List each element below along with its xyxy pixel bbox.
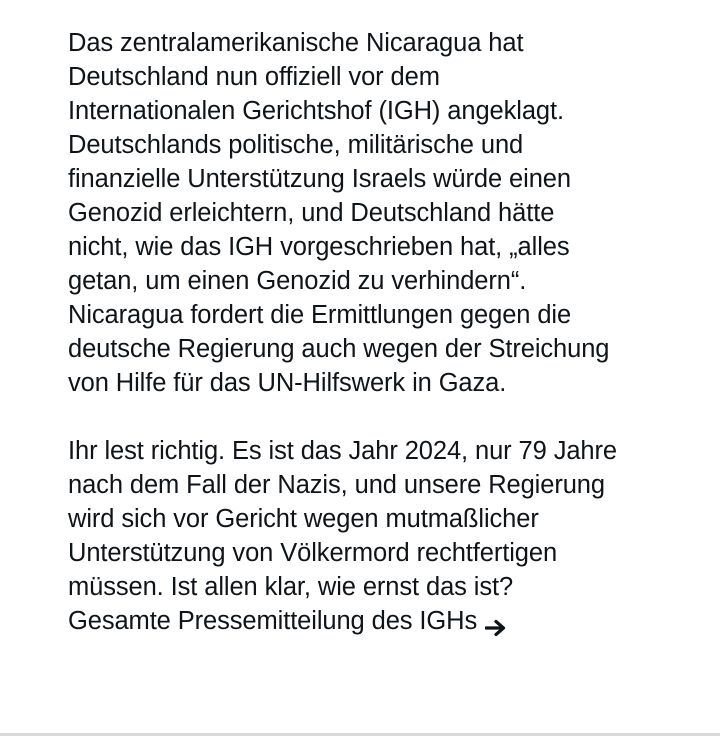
- paragraph-gap: [68, 400, 668, 434]
- text-line: von Hilfe für das UN-Hilfswerk in Gaza.: [68, 369, 507, 397]
- paragraph-2: [68, 434, 668, 604]
- text-line: Ihr lest richtig. Es ist das Jahr 2024, nur 79 Jahre: [68, 437, 617, 465]
- text-line: nach dem Fall der Nazis, und unsere Regierung: [68, 471, 605, 499]
- text-line: wird sich vor Gericht wegen mutmaßlicher: [68, 505, 539, 533]
- press-release-link-label: Gesamte Pressemitteilung des IGHs: [68, 607, 478, 635]
- text-line: Genozid erleichtern, und Deutschland hätte: [68, 199, 555, 227]
- text-line: Unterstützung von Völkermord rechtfertigen: [68, 539, 558, 567]
- text-line: Das zentralamerikanische Nicaragua hat: [68, 29, 524, 57]
- text-line: müssen. Ist allen klar, wie ernst das ist?: [68, 573, 514, 601]
- text-line: Deutschland nun offiziell vor dem: [68, 63, 440, 91]
- text-line: Deutschlands politische, militärische und: [68, 131, 524, 159]
- post-body: [68, 26, 668, 638]
- arrow-right-icon: [485, 612, 507, 630]
- text-line: Nicaragua fordert die Ermittlungen gegen die: [68, 301, 572, 329]
- text-line: nicht, wie das IGH vorgeschrieben hat, „alles: [68, 233, 570, 261]
- text-line: deutsche Regierung auch wegen der Streichung: [68, 335, 610, 363]
- text-line: getan, um einen Genozid zu verhindern“.: [68, 267, 527, 295]
- paragraph-1: [68, 26, 668, 400]
- text-line: Internationalen Gerichtshof (IGH) angeklagt.: [68, 97, 564, 125]
- text-line: finanzielle Unterstützung Israels würde einen: [68, 165, 571, 193]
- press-release-link[interactable]: [68, 604, 668, 638]
